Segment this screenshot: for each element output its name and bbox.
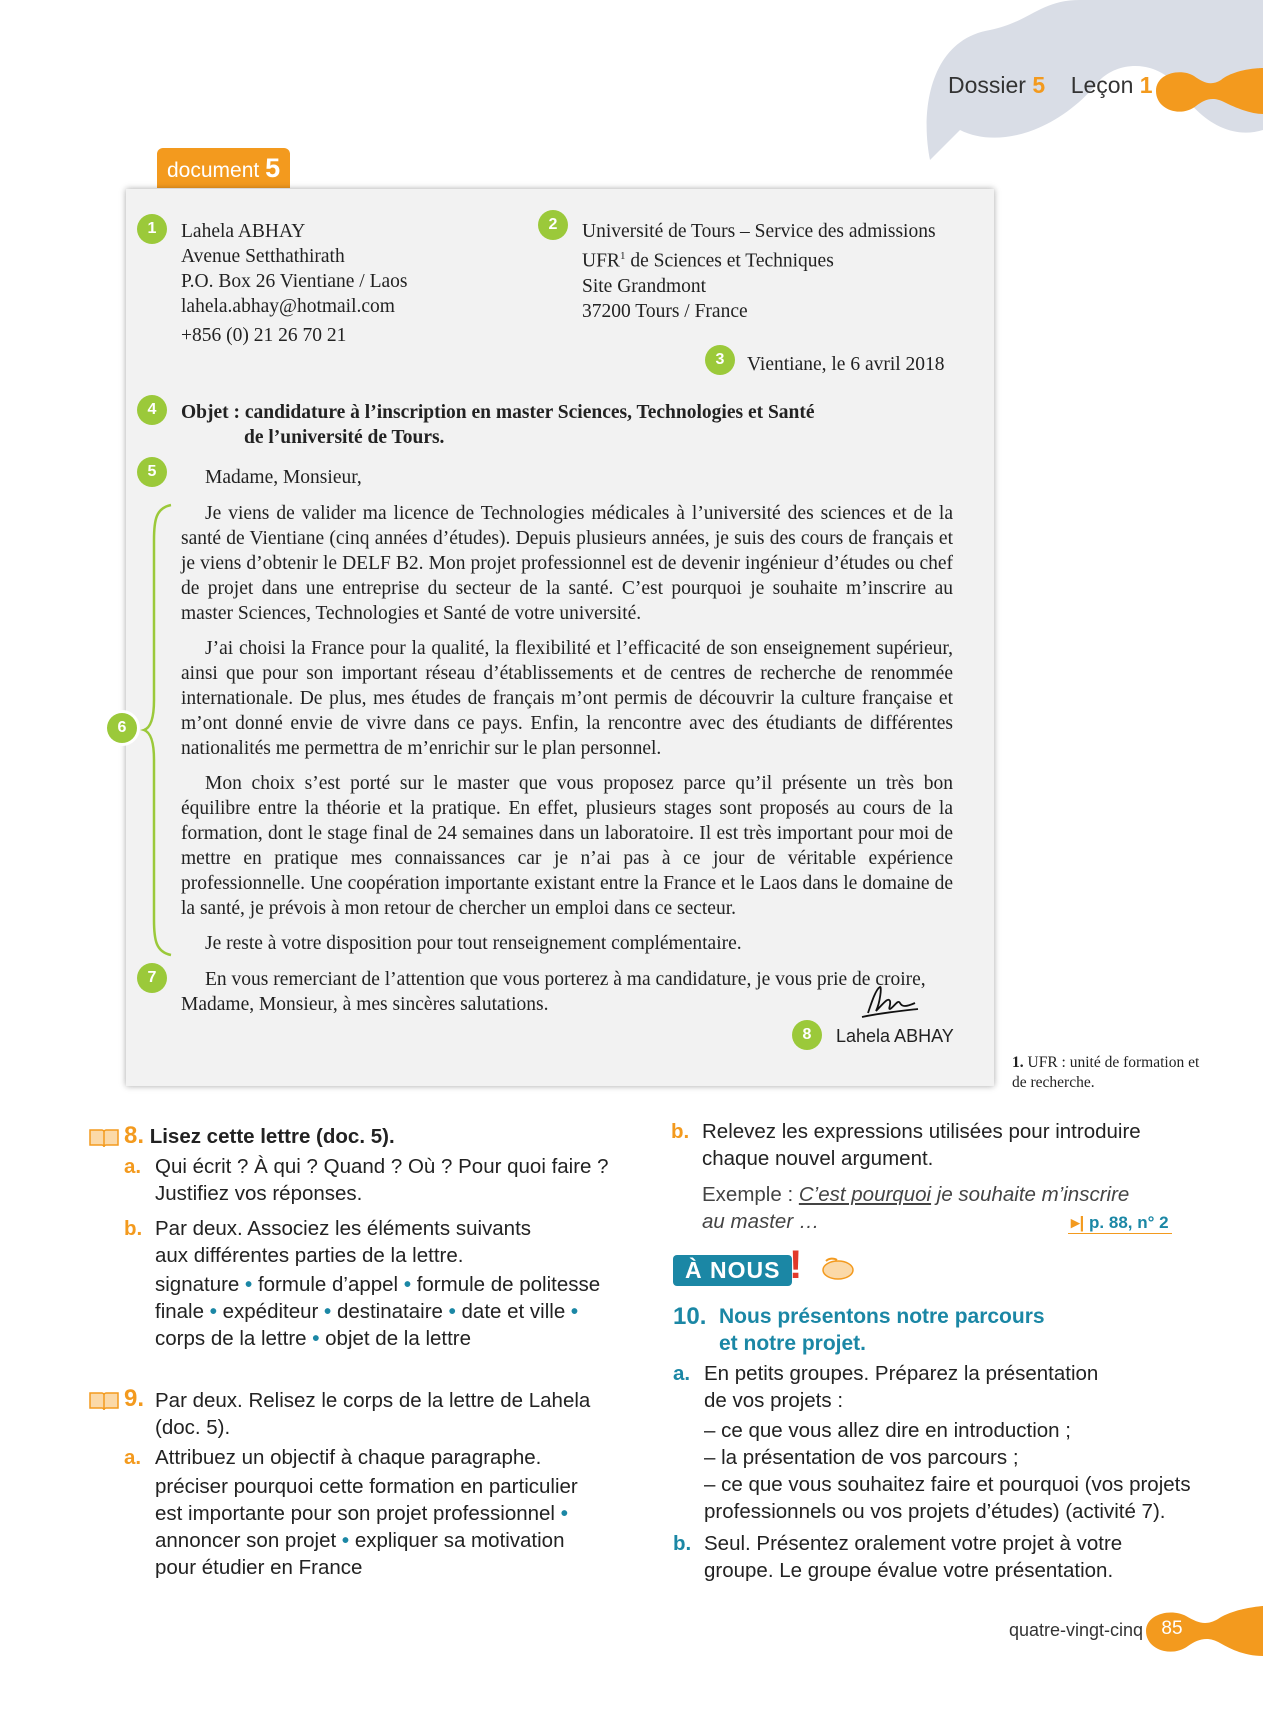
- sender-badge: 1: [137, 214, 167, 244]
- exercise-9-number: 9.: [124, 1385, 145, 1412]
- letter-greeting: Madame, Monsieur,: [205, 467, 362, 488]
- recipient-badge: 2: [538, 210, 568, 240]
- object-line1: Objet : candidature à l’inscription en master Sciences, Technologies et Santé: [181, 402, 815, 423]
- sender-box: P.O. Box 26 Vientiane / Laos: [181, 271, 408, 292]
- exercise-8a-label: [124, 1153, 154, 1180]
- speech-bubble-icon: [820, 1257, 856, 1283]
- page-header: [948, 72, 1153, 99]
- item: date et ville: [461, 1300, 566, 1323]
- item: expéditeur: [222, 1300, 319, 1323]
- greeting-badge: 5: [137, 457, 167, 487]
- list-item: – ce que vous souhaitez faire et pourquoi (vos projets: [704, 1473, 1191, 1496]
- exercise-9a-items: préciser pourquoi cette formation en particulier est importante pour son projet professionnel • annoncer son projet • expliquer sa motivation pour étudier en France: [155, 1475, 578, 1579]
- item: annoncer son projet: [155, 1529, 337, 1552]
- item: formule d’appel: [257, 1273, 399, 1296]
- recipient-block: [582, 219, 936, 324]
- body-paragraph-1: Je viens de valider ma licence de Technologies médicales à l’université des sciences et de la santé de Vientiane (cinq années d’études). Depuis plusieurs années, je suis des cours de français et je viens d’obtenir le DELF B2. Mon projet professionnel est de devenir ingénieur d’études ou chef de projet dans une entreprise du secteur de la santé. C’est pourquoi je souhaite m’inscrire au master Sciences, Technologies et Santé de votre université.: [181, 503, 953, 624]
- letter-closing: En vous remerciant de l’attention que vous porterez à ma candidature, je vous prie de croire, Madame, Monsieur, à mes sincères salutations.: [181, 969, 926, 1015]
- ex10a-label: a.: [673, 1362, 691, 1385]
- ex8b-line1: Par deux. Associez les éléments suivants: [155, 1217, 532, 1240]
- sender-street: Avenue Setthathirath: [181, 246, 345, 267]
- sender-block: [181, 219, 408, 348]
- body-brace: [136, 500, 176, 960]
- exercise-10-title: [719, 1303, 1045, 1357]
- ex9b-line1: Relevez les expressions utilisées pour introduire: [702, 1120, 1141, 1143]
- ex10-title-line1: Nous présentons notre parcours: [719, 1305, 1045, 1328]
- a-nous-label: À NOUS: [685, 1257, 781, 1283]
- ex9-title-line2: (doc. 5).: [155, 1416, 231, 1439]
- recipient-ufr: UFR: [582, 250, 620, 272]
- ex10b-label: b.: [673, 1532, 692, 1555]
- a-nous-exclaim: !: [789, 1243, 803, 1287]
- dossier-label: Dossier: [948, 72, 1026, 98]
- exercise-8-instruction: Lisez cette lettre (doc. 5).: [149, 1125, 395, 1148]
- body-paragraph-4: Je reste à votre disposition pour tout renseignement complémentaire.: [205, 933, 742, 954]
- item: destinataire: [336, 1300, 443, 1323]
- recipient-line1: Université de Tours – Service des admissions: [582, 221, 936, 242]
- exercise-10a-list: [704, 1417, 1191, 1525]
- exercise-8b-label: [124, 1215, 142, 1242]
- exercise-8a-question: [155, 1153, 609, 1207]
- header-orange-shape: [1156, 68, 1263, 114]
- a-nous-banner: [673, 1255, 792, 1286]
- page-number: 85: [1161, 1618, 1183, 1639]
- recipient-line3: Site Grandmont: [582, 275, 707, 297]
- sender-phone: +856 (0) 21 26 70 21: [181, 325, 347, 346]
- document-tab-label: document: [167, 159, 260, 182]
- exercise-9b-label: [671, 1118, 689, 1145]
- lecon-number: 1: [1139, 72, 1153, 98]
- ex10a-line2: de vos projets :: [704, 1389, 844, 1412]
- ex10a-line1: En petits groupes. Préparez la présentation: [704, 1362, 1099, 1385]
- page-reference-link[interactable]: [1068, 1213, 1172, 1234]
- exercise-8b-items: signature • formule d’appel • formule de politesse finale • expéditeur • destinataire • date et ville • corps de la lettre • objet de la lettre: [155, 1273, 601, 1350]
- exercise-10-number-wrap: [673, 1303, 706, 1331]
- ex10b-line2: groupe. Le groupe évalue votre présentation.: [704, 1559, 1114, 1582]
- letter-date: Vientiane, le 6 avril 2018: [747, 354, 945, 375]
- exercise-8-number: 8.: [124, 1122, 145, 1149]
- date-badge: 3: [705, 345, 735, 375]
- exercise-8-title: [124, 1122, 395, 1150]
- list-item: – la présentation de vos parcours ;: [704, 1446, 1019, 1469]
- item: formule de politesse finale: [155, 1273, 601, 1323]
- exercise-10-number: 10.: [673, 1303, 707, 1330]
- document-tab: [157, 148, 290, 188]
- footnote: [1012, 1053, 1212, 1093]
- page-reference-text: p. 88, n° 2: [1089, 1213, 1169, 1232]
- list-item: – ce que vous allez dire en introduction ;: [704, 1419, 1071, 1442]
- exercise-9-title: [155, 1387, 590, 1441]
- list-item: professionnels ou vos projets d’études) (activité 7).: [704, 1500, 1166, 1523]
- item: signature: [155, 1273, 240, 1296]
- exercise-9b-example: [702, 1181, 1129, 1235]
- object-badge: 4: [137, 395, 167, 425]
- footnote-marker: 1: [619, 250, 626, 262]
- object-line2: de l’université de Tours.: [244, 427, 445, 448]
- ex8b-label: b.: [124, 1217, 143, 1240]
- footnote-num: 1.: [1012, 1054, 1024, 1071]
- exercise-8b-question: [155, 1215, 531, 1269]
- page-number-text: quatre-vingt-cinq: [1009, 1620, 1144, 1640]
- ex9b-line2: chaque nouvel argument.: [702, 1147, 934, 1170]
- signature-badge: 8: [792, 1020, 822, 1050]
- exercise-9a-label: [124, 1444, 141, 1471]
- dossier-number: 5: [1032, 72, 1046, 98]
- exercise-10b-question: [704, 1530, 1122, 1584]
- book-icon: [88, 1390, 120, 1412]
- example-label: Exemple :: [702, 1183, 794, 1206]
- ex10b-line1: Seul. Présentez oralement votre projet à votre: [704, 1532, 1123, 1555]
- signature-name: Lahela ABHAY: [836, 1026, 954, 1046]
- recipient-line2: [582, 244, 936, 274]
- book-icon: [88, 1127, 120, 1149]
- closing-badge: 7: [137, 963, 167, 993]
- example-rest: je souhaite m’inscrire: [936, 1183, 1130, 1206]
- exercise-10b-label: [673, 1530, 691, 1557]
- ex8a-line2: Justifiez vos réponses.: [155, 1182, 363, 1205]
- item: expliquer sa motivation pour étudier en France: [155, 1529, 565, 1579]
- recipient-ufr-rest: de Sciences et Techniques: [625, 250, 834, 272]
- ex8a-line1: Qui écrit ? À qui ? Quand ? Où ? Pour quoi faire ?: [155, 1155, 609, 1178]
- exercise-10a-question: [704, 1360, 1098, 1414]
- letter-object: [181, 400, 815, 450]
- exercise-9b-question: [702, 1118, 1141, 1172]
- footnote-text: UFR : unité de formation et de recherche.: [1012, 1054, 1200, 1091]
- ex8a-label: a.: [124, 1155, 142, 1178]
- example-line2: au master …: [702, 1210, 820, 1233]
- signature-drawing: [860, 983, 920, 1019]
- ex9a-label: a.: [124, 1446, 142, 1469]
- sender-email: lahela.abhay@hotmail.com: [181, 296, 395, 317]
- arrow-right-icon: ▸|: [1071, 1213, 1085, 1232]
- item: objet de la lettre: [325, 1327, 472, 1350]
- example-underlined: C’est pourquoi: [798, 1183, 932, 1206]
- recipient-line4: 37200 Tours / France: [582, 300, 748, 322]
- ex9b-label: b.: [671, 1120, 690, 1143]
- item: corps de la lettre: [155, 1327, 307, 1350]
- exercise-10a-label: [673, 1360, 690, 1387]
- body-paragraph-2: J’ai choisi la France pour la qualité, la flexibilité et l’efficacité de son enseignement supérieur, ainsi que pour son important réseau d’établissements et de centres de recherche de renommée internationale. De plus, mes études de français m’ont permis de découvrir la culture française et m’ont donné envie de vivre dans ce pays. Enfin, la rencontre avec des étudiants de différentes nationalités me permettra de m’enrichir sur le plan personnel.: [181, 638, 953, 759]
- item: préciser pourquoi cette formation en particulier est importante pour son projet professionnel: [155, 1475, 578, 1525]
- lecon-label: Leçon: [1070, 72, 1134, 98]
- body-badge: 6: [107, 713, 137, 743]
- exercise-9-number-wrap: [124, 1385, 144, 1413]
- ex10-title-line2: et notre projet.: [719, 1332, 867, 1355]
- document-tab-number: 5: [265, 153, 281, 183]
- sender-name: Lahela ABHAY: [181, 221, 306, 242]
- body-paragraph-3: Mon choix s’est porté sur le master que vous proposez parce qu’il présente un très bon équilibre entre la théorie et la pratique. En effet, plusieurs stages sont proposés au cours de la formation, dont le stage final de 24 semaines dans un laboratoire. Il est très important pour moi de mettre en pratique mes connaissances car je n’ai pas à ce jour de véritable expérience professionnelle. Une coopération importante existant entre la France et le Laos dans le domaine de la santé, je prévois à mon retour de chercher un emploi dans ce secteur.: [181, 773, 953, 919]
- ex9-title-line1: Par deux. Relisez le corps de la lettre de Lahela: [155, 1389, 591, 1412]
- exercise-9a-question: Attribuez un objectif à chaque paragraphe.: [155, 1446, 542, 1469]
- ex8b-line2: aux différentes parties de la lettre.: [155, 1244, 464, 1267]
